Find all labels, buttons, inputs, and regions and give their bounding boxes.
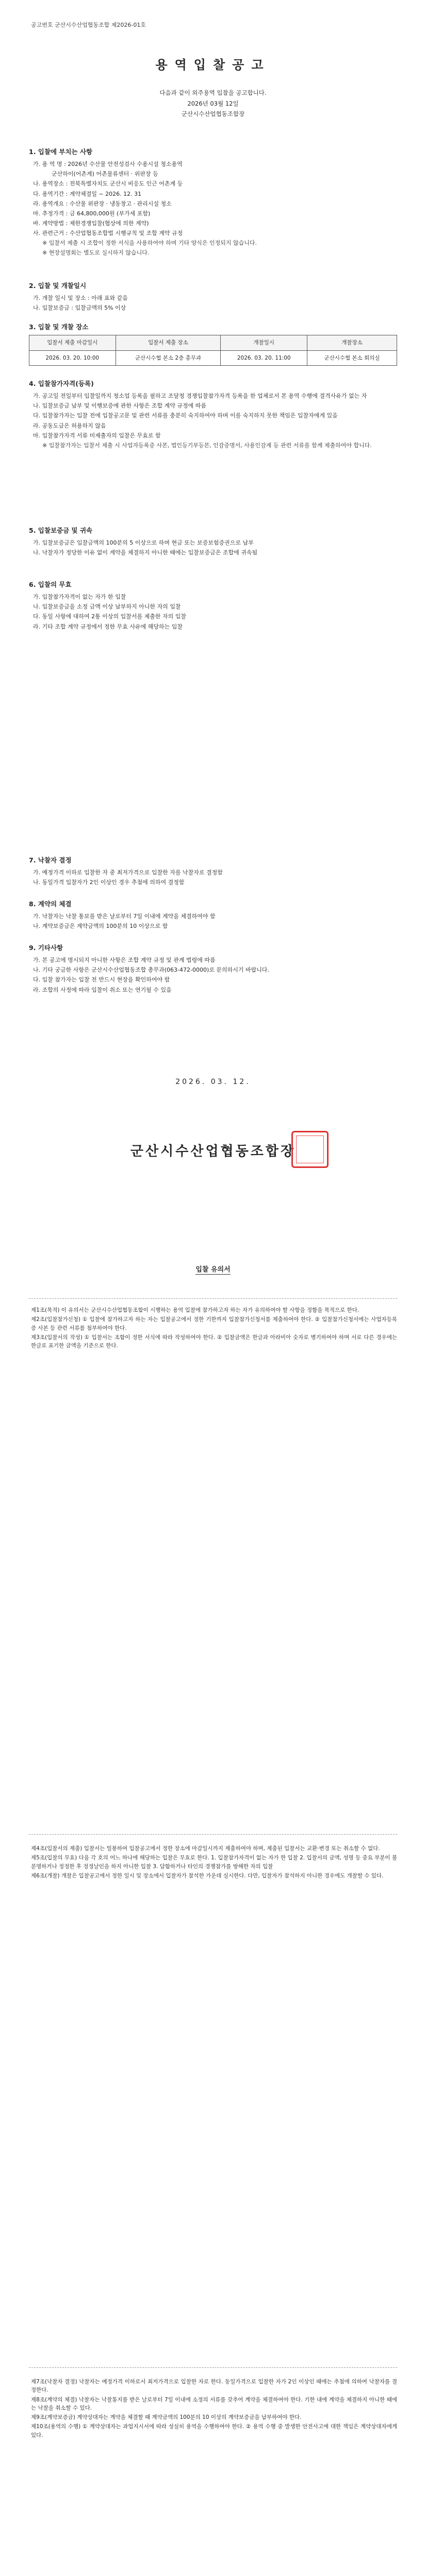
section-line: 가. 예정가격 이하로 입찰한 자 중 최저가격으로 입찰한 자를 낙찰자로 결정함 <box>33 869 223 876</box>
appendix-block <box>29 2378 397 2441</box>
section-line: 나. 계약보증금은 계약금액의 100분의 10 이상으로 함 <box>33 923 168 930</box>
appendix-paragraph: 제2조(입찰참가신청) ① 입찰에 참가하고자 하는 자는 입찰공고에서 정한 기한까지 입찰참가신청서를 제출하여야 한다. ② 입찰참가신청서에는 사업자등록증 사본 등 관련 서류를 첨부하여야 한다. <box>31 1316 397 1331</box>
section-heading: 4. 입찰참가자격(등록) <box>29 380 94 387</box>
document-number: 공고번호 군산시수산업협동조합 제2026-01호 <box>31 22 146 28</box>
divider <box>29 1298 397 1299</box>
table-header: 입찰서 제출 마감일시 <box>29 335 116 350</box>
appendix-paragraph: 제4조(입찰서의 제출) 입찰서는 밀봉하여 입찰공고에서 정한 장소에 마감일시까지 제출하여야 하며, 제출된 입찰서는 교환·변경 또는 취소할 수 없다. <box>31 1845 380 1852</box>
notice-intro <box>0 88 426 120</box>
appendix-title-text: 입찰 유의서 <box>195 1266 231 1274</box>
intro-date: 2026년 03월 12일 <box>187 99 239 107</box>
appendix-paragraph: 제8조(계약의 체결) 낙찰자는 낙찰통지를 받은 날로부터 7일 이내에 소정의 서류를 갖추어 계약을 체결하여야 한다. 기한 내에 계약을 체결하지 아니한 때에는 낙찰을 취소할 수 있다. <box>31 2396 397 2411</box>
section-heading: 6. 입찰의 무효 <box>29 581 72 588</box>
section-line: 가. 용 역 명 : 2026년 수산물 안전성검사 수용시설 청소용역 <box>33 161 183 168</box>
section-line: 나. 기타 궁금한 사항은 군산시수산업협동조합 총무과(063-472-0000)로 문의하시기 바랍니다. <box>33 967 270 974</box>
section-line: 바. 계약방법 : 제한경쟁입찰(협상에 의한 계약) <box>33 219 149 227</box>
issuer-name: 군산시수산업협동조합장 <box>130 1144 296 1159</box>
section-line: 다. 용역기간 : 계약체결일 ~ 2026. 12. 31 <box>33 190 142 197</box>
section-note: ※ 입찰서 제출 시 조합이 정한 서식을 사용하여야 하며 기타 양식은 인정되지 않습니다. <box>42 239 257 246</box>
appendix-paragraph: 제1조(목적) 이 유의서는 군산시수산업협동조합이 시행하는 용역 입찰에 참가하고자 하는 자가 유의하여야 할 사항을 정함을 목적으로 한다. <box>31 1307 359 1313</box>
section-line: 나. 입찰보증금 : 입찰금액의 5% 이상 <box>33 304 126 312</box>
table-header-row <box>29 335 397 350</box>
appendix-paragraph: 제10조(용역의 수행) ① 계약상대자는 과업지시서에 따라 성실히 용역을 수행하여야 한다. ② 용역 수행 중 발생한 안전사고에 대한 책임은 계약상대자에게 있다. <box>31 2424 397 2438</box>
appendix-paragraph: 제9조(계약보증금) 계약상대자는 계약을 체결할 때 계약금액의 100분의 10 이상의 계약보증금을 납부하여야 한다. <box>31 2414 302 2421</box>
appendix-block <box>29 1844 397 1881</box>
section-heading: 8. 계약의 체결 <box>29 900 72 908</box>
section-heading: 9. 기타사항 <box>29 944 63 952</box>
section-line: 가. 공고일 전일부터 입찰일까지 청소업 등록을 필하고 조달청 경쟁입찰참가자격 등록을 한 업체로서 본 용역 수행에 결격사유가 없는 자 <box>33 393 367 400</box>
section-line: 나. 입찰보증금 납부 및 이행보증에 관한 사항은 조합 계약 규정에 따름 <box>33 402 206 410</box>
section-7 <box>29 855 397 888</box>
section-line: 나. 낙찰자가 정당한 이유 없이 계약을 체결하지 아니한 때에는 입찰보증금은 조합에 귀속됨 <box>33 549 258 556</box>
table-cell: 군산시수협 본소 2층 총무과 <box>116 350 221 365</box>
section-1 <box>29 147 397 258</box>
section-line: 가. 개찰 일시 및 장소 : 아래 표와 같음 <box>33 295 128 302</box>
schedule-table <box>29 335 397 366</box>
table-cell: 군산시수협 본소 회의실 <box>307 350 397 365</box>
section-line: 나. 입찰보증금을 소정 금액 이상 납부하지 아니한 자의 입찰 <box>33 603 181 611</box>
notice-title: 용역입찰공고 <box>155 58 271 72</box>
table-cell: 2026. 03. 20. 10:00 <box>29 350 116 365</box>
section-6 <box>29 580 397 632</box>
table-header: 개찰장소 <box>307 335 397 350</box>
appendix-paragraph: 제5조(입찰의 무효) 다음 각 호의 어느 하나에 해당하는 입찰은 무효로 한다. 1. 입찰참가자격이 없는 자가 한 입찰 2. 입찰서의 금액, 성명 등 중요 부분이 불분명하거나 정정한 후 정정날인을 하지 아니한 입찰 3. 담합하거나 타인의 경쟁참가를 방해한 자의 입찰 <box>31 1855 397 1870</box>
section-heading: 1. 입찰에 부치는 사항 <box>29 148 93 156</box>
section-3 <box>29 322 397 366</box>
divider <box>29 2367 397 2368</box>
section-note: ※ 현장설명회는 별도로 실시하지 않습니다. <box>42 249 150 256</box>
appendix-paragraph: 제3조(입찰서의 작성) ① 입찰서는 조합이 정한 서식에 따라 작성하여야 한다. ② 입찰금액은 한글과 아라비아 숫자로 병기하여야 하며 서로 다른 경우에는 한글로 표기한 금액을 기준으로 한다. <box>31 1334 397 1349</box>
section-line: 가. 입찰참가자격이 없는 자가 한 입찰 <box>33 594 126 601</box>
section-8 <box>29 899 397 931</box>
section-line: 라. 조합의 사정에 따라 입찰이 취소 또는 연기될 수 있음 <box>33 986 172 993</box>
section-line: 가. 본 공고에 명시되지 아니한 사항은 조합 계약 규정 및 관계 법령에 따름 <box>33 957 216 964</box>
section-9 <box>29 943 397 995</box>
section-heading: 2. 입찰 및 개찰일시 <box>29 282 87 290</box>
table-header: 개찰일시 <box>221 335 307 350</box>
intro-line: 다음과 같이 외주용역 입찰을 공고합니다. <box>159 89 267 96</box>
section-line: 다. 동일 사항에 대하여 2통 이상의 입찰서를 제출한 자의 입찰 <box>33 613 186 620</box>
section-line: 나. 동일가격 입찰자가 2인 이상인 경우 추첨에 의하여 결정함 <box>33 879 185 886</box>
appendix-paragraph: 제6조(개찰) 개찰은 입찰공고에서 정한 일시 및 장소에서 입찰자가 참석한 가운데 실시한다. 다만, 입찰자가 참석하지 아니한 경우에도 개찰할 수 있다. <box>31 1872 384 1879</box>
table-header: 입찰서 제출 장소 <box>116 335 221 350</box>
appendix-block <box>29 1306 397 1351</box>
section-line: 군산하이(어촌계) 어촌물류센터 · 위판장 등 <box>52 171 158 178</box>
table-row <box>29 350 397 365</box>
section-line: 가. 낙찰자는 낙찰 통보를 받은 날로부터 7일 이내에 계약을 체결하여야 함 <box>33 913 216 920</box>
section-line: 라. 용역개요 : 수산물 위판장 · 냉동창고 · 관리시설 청소 <box>33 200 172 207</box>
appendix-paragraph: 제7조(낙찰자 결정) 낙찰자는 예정가격 이하로서 최저가격으로 입찰한 자로 한다. 동일가격으로 입찰한 자가 2인 이상인 때에는 추첨에 의하여 낙찰자를 결정한다. <box>31 2379 397 2394</box>
notice-date: 2026. 03. 12. <box>175 1078 251 1086</box>
section-4 <box>29 379 397 451</box>
official-seal <box>291 1131 329 1168</box>
intro-issuer: 군산시수산업협동조합장 <box>181 110 245 118</box>
section-line: 다. 입찰참가자는 입찰 전에 입찰공고문 및 관련 서류를 충분히 숙지하여야 하며 이를 숙지하지 못한 책임은 입찰자에게 있음 <box>33 412 338 419</box>
divider <box>29 1834 397 1835</box>
section-5 <box>29 526 397 558</box>
section-2 <box>29 281 397 313</box>
section-line: 나. 용역장소 : 전북특별자치도 군산시 비응도 인근 어촌계 등 <box>33 180 183 188</box>
appendix-title <box>0 1265 426 1275</box>
section-line: 마. 추정가격 : 금 64,800,000원 (부가세 포함) <box>33 210 151 217</box>
section-line: 마. 입찰참가자격 서류 미제출자의 입찰은 무효로 함 <box>33 432 161 439</box>
section-heading: 5. 입찰보증금 및 귀속 <box>29 527 93 534</box>
section-heading: 7. 낙찰자 결정 <box>29 856 72 864</box>
section-note: ※ 입찰참가자는 입찰서 제출 시 사업자등록증 사본, 법인등기부등본, 인감증명서, 사용인감계 등 관련 서류를 함께 제출하여야 합니다. <box>42 442 372 449</box>
section-heading: 3. 입찰 및 개찰 장소 <box>29 323 89 331</box>
table-cell: 2026. 03. 20. 11:00 <box>221 350 307 365</box>
section-line: 라. 기타 조합 계약 규정에서 정한 무효 사유에 해당하는 입찰 <box>33 623 183 630</box>
section-line: 가. 입찰보증금은 입찰금액의 100분의 5 이상으로 하며 현금 또는 보증보험증권으로 납부 <box>33 539 254 547</box>
section-line: 라. 공동도급은 허용하지 않음 <box>33 422 106 429</box>
section-line: 다. 입찰 참가자는 입찰 전 반드시 현장을 확인하여야 함 <box>33 976 170 984</box>
section-line: 사. 관련근거 : 수산업협동조합법 시행규칙 및 조합 계약 규정 <box>33 229 183 236</box>
